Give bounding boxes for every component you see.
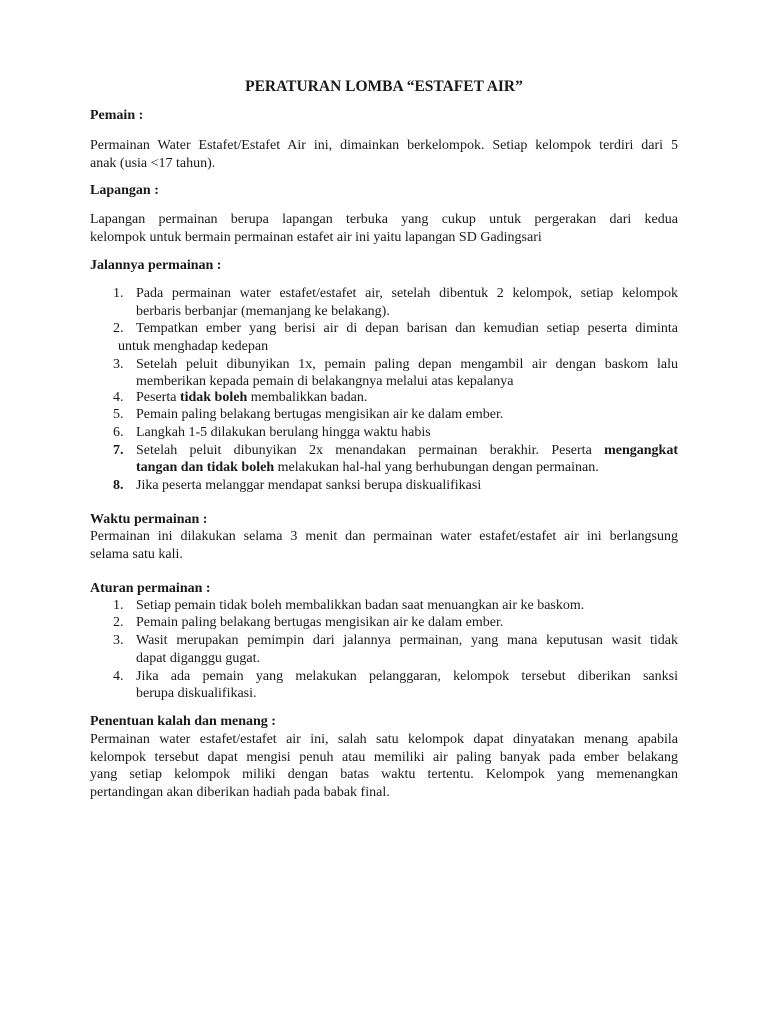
text-segment: Setelah peluit dibunyikan 2x menandakan permainan berakhir. Peserta xyxy=(136,443,605,458)
bold-text: tidak boleh xyxy=(179,390,248,405)
paragraph-line: anak (usia <17 tahun). xyxy=(90,156,216,171)
bold-text: mengangkat xyxy=(604,443,678,458)
list-item-number: 5. xyxy=(113,407,124,422)
section-heading: Penentuan kalah dan menang : xyxy=(90,714,276,729)
list-item-line: Setelah peluit dibunyikan 1x, pemain paling depan mengambil air dengan baskom lalu xyxy=(136,357,678,372)
paragraph-line: Permainan Water Estafet/Estafet Air ini, dimainkan berkelompok. Setiap kelompok terdiri dari 5 xyxy=(90,138,678,153)
section-heading: Waktu permainan : xyxy=(90,512,208,527)
text-segment: melakukan hal-hal yang berhubungan dengan permainan. xyxy=(274,460,599,475)
paragraph-line: Permainan ini dilakukan selama 3 menit dan permainan water estafet/estafet air ini berlangsung xyxy=(90,529,678,544)
list-item-line: Pemain paling belakang bertugas mengisikan air ke dalam ember. xyxy=(136,615,504,630)
list-item-line: Wasit merupakan pemimpin dari jalannya permainan, yang mana keputusan wasit tidak xyxy=(136,633,678,648)
list-item-number: 6. xyxy=(113,425,124,440)
list-item-line: Pemain paling belakang bertugas mengisikan air ke dalam ember. xyxy=(136,407,504,422)
list-item-number: 2. xyxy=(113,615,124,630)
section-heading: Aturan permainan : xyxy=(90,581,211,596)
list-item-number: 4. xyxy=(113,390,124,405)
paragraph-line: Permainan water estafet/estafet air ini, salah satu kelompok dapat dinyatakan menang apabila xyxy=(90,732,678,747)
list-item-line: memberikan kepada pemain di belakangnya melalui atas kepalanya xyxy=(136,374,514,389)
document-title: PERATURAN LOMBA “ESTAFET AIR” xyxy=(245,78,523,95)
paragraph-line: kelompok tersebut dapat mengisi penuh atau memiliki air paling banyak pada ember belakang xyxy=(90,750,678,765)
list-item-number: 1. xyxy=(113,598,124,613)
text-segment: membalikkan badan. xyxy=(247,390,368,405)
list-item-line: Pada permainan water estafet/estafet air, setelah dibentuk 2 kelompok, setiap kelompok xyxy=(136,286,678,301)
list-item-number: 7. xyxy=(113,443,124,458)
list-item-number: 4. xyxy=(113,669,124,684)
list-item-line: Jika ada pemain yang melakukan pelanggaran, kelompok tersebut diberikan sanksi xyxy=(136,669,678,684)
text-segment: Peserta xyxy=(136,390,180,405)
section-heading: Pemain : xyxy=(90,108,144,123)
section-heading: Jalannya permainan : xyxy=(90,258,222,273)
bold-text: tangan dan tidak boleh xyxy=(136,460,275,475)
list-item-number: 3. xyxy=(113,633,124,648)
list-item-number: 3. xyxy=(113,357,124,372)
list-item-line: berbaris berbanjar (memanjang ke belakang). xyxy=(136,304,390,319)
paragraph-line: Lapangan permainan berupa lapangan terbuka yang cukup untuk pergerakan dari kedua xyxy=(90,212,678,227)
paragraph-line: pertandingan akan diberikan hadiah pada babak final. xyxy=(90,785,390,800)
paragraph-line: selama satu kali. xyxy=(90,547,183,562)
list-item-line xyxy=(136,459,599,477)
list-item-line xyxy=(136,442,678,460)
list-item-line: berupa diskualifikasi. xyxy=(136,686,257,701)
list-item-line: Jika peserta melanggar mendapat sanksi berupa diskualifikasi xyxy=(136,478,482,493)
list-item-line: Langkah 1-5 dilakukan berulang hingga waktu habis xyxy=(136,425,431,440)
list-item-line: Setiap pemain tidak boleh membalikkan badan saat menuangkan air ke baskom. xyxy=(136,598,585,613)
list-item-number: 8. xyxy=(113,478,124,493)
paragraph-line: kelompok untuk bermain permainan estafet air ini yaitu lapangan SD Gadingsari xyxy=(90,230,542,245)
list-item-line: untuk menghadap kedepan xyxy=(118,339,269,354)
list-item-line: Tempatkan ember yang berisi air di depan barisan dan kemudian setiap peserta diminta xyxy=(136,321,678,336)
paragraph-line: yang setiap kelompok miliki dengan batas waktu tertentu. Kelompok yang memenangkan xyxy=(90,767,678,782)
section-heading: Lapangan : xyxy=(90,183,159,198)
list-item-number: 2. xyxy=(113,321,124,336)
list-item-line: dapat diganggu gugat. xyxy=(136,651,261,666)
list-item-number: 1. xyxy=(113,286,124,301)
list-item-line xyxy=(136,389,367,407)
